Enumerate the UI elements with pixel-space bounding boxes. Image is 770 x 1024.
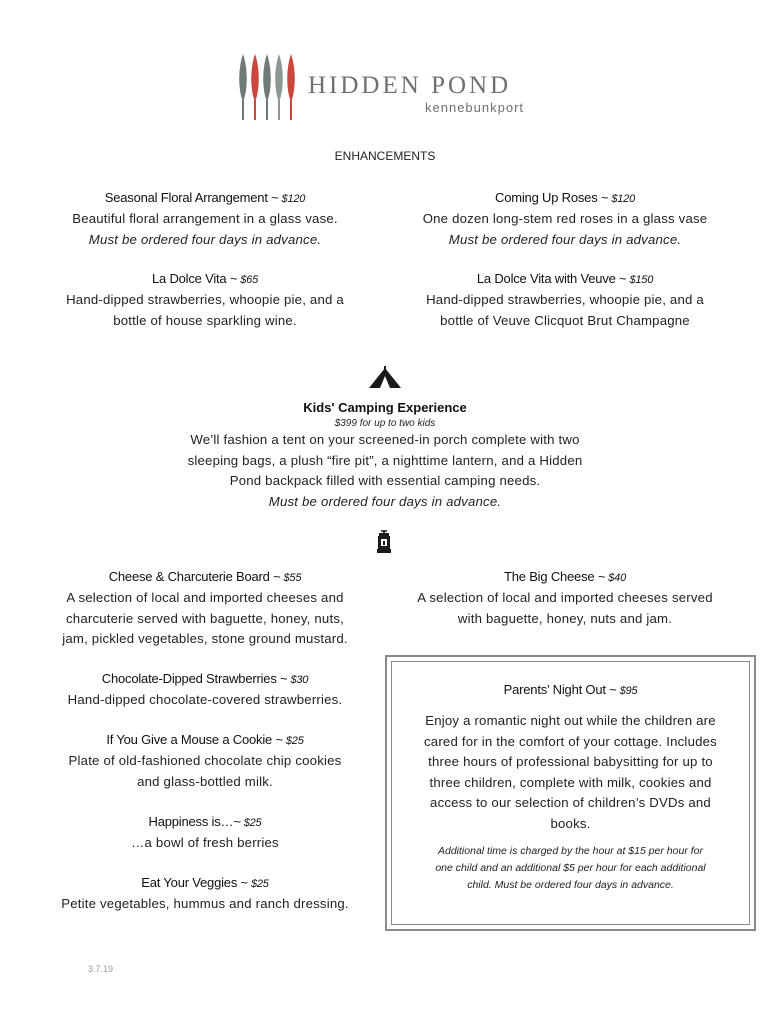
item-price: $95 [619, 685, 638, 697]
item-description: A selection of local and imported cheeses and [66, 590, 344, 605]
item-chocolate-strawberries [30, 669, 380, 711]
kids-price: $399 for up to two kids [334, 418, 436, 429]
item-description: three hours of professional babysitting for up to [428, 754, 713, 769]
item-name: La Dolce Vita ~ [151, 271, 238, 286]
item-name: Eat Your Veggies ~ [141, 875, 248, 890]
kids-description: Pond backpack filled with essential camping needs. [229, 473, 541, 488]
tent-icon [368, 366, 402, 390]
item-description: access to our selection of children’s DVDs and [430, 795, 711, 810]
item-description: Hand-dipped strawberries, whoopie pie, and a [426, 292, 704, 307]
item-description: One dozen long-stem red roses in a glass vase [422, 211, 708, 226]
item-title [390, 269, 740, 290]
item-la-dolce-vita [30, 269, 380, 331]
item-name: Happiness is…~ [148, 814, 241, 829]
item-description: and glass-bottled milk. [137, 773, 273, 789]
oar-blade [287, 54, 295, 102]
item-title [30, 188, 380, 209]
item-note: Must be ordered four days in advance. [88, 231, 322, 247]
item-parents-night-out [387, 680, 754, 894]
item-price: $30 [290, 674, 309, 686]
hidden-pond-logo [235, 50, 545, 122]
item-price: $120 [611, 193, 635, 205]
item-description: Hand-dipped strawberries, whoopie pie, and a [66, 292, 344, 307]
item-coming-up-roses [390, 188, 740, 250]
item-name: La Dolce Vita with Veuve ~ [476, 271, 627, 286]
oar-blade [239, 54, 247, 102]
fine-print: one child and an additional $5 per hour for each additional [435, 862, 706, 874]
logo-name: HIDDEN POND [308, 72, 512, 99]
item-description: bottle of Veuve Clicquot Brut Champagne [440, 312, 690, 328]
item-title [30, 269, 380, 290]
item-cheese-charcuterie [30, 567, 380, 650]
oar-blade [263, 54, 271, 102]
item-note: Must be ordered four days in advance. [448, 231, 682, 247]
fine-print: Additional time is charged by the hour at $15 per hour for [438, 845, 703, 857]
item-price: $25 [243, 817, 262, 829]
item-title [30, 669, 380, 690]
item-description: bottle of house sparkling wine. [113, 312, 297, 328]
item-description: Petite vegetables, hummus and ranch dressing. [61, 896, 349, 911]
kids-description: We’ll fashion a tent on your screened-in porch complete with two [190, 432, 580, 447]
item-description: Plate of old-fashioned chocolate chip cookies [68, 753, 342, 768]
item-name: If You Give a Mouse a Cookie ~ [106, 732, 283, 747]
item-big-cheese [390, 567, 740, 629]
item-price: $25 [285, 735, 304, 747]
item-title [30, 567, 380, 588]
item-price: $120 [281, 193, 306, 205]
item-title [30, 730, 380, 751]
item-description: charcuterie served with baguette, honey, nuts, [66, 610, 344, 626]
item-title [390, 567, 740, 588]
parents-night-out-box [385, 655, 756, 931]
oars-icon [235, 50, 305, 122]
item-mouse-cookie [30, 730, 380, 792]
item-happiness [30, 812, 380, 854]
item-description: cared for in the comfort of your cottage. Includes [424, 733, 717, 749]
kids-camping-experience [120, 400, 650, 512]
item-name: Cheese & Charcuterie Board ~ [108, 569, 281, 584]
item-price: $55 [283, 572, 302, 584]
item-seasonal-floral [30, 188, 380, 250]
item-description: three children, complete with milk, cookies and [429, 774, 712, 790]
item-title [390, 188, 740, 209]
item-name: The Big Cheese ~ [504, 569, 606, 584]
item-description: books. [550, 815, 591, 831]
item-name: Parents’ Night Out ~ [503, 682, 617, 697]
section-title: ENHANCEMENTS [334, 149, 436, 163]
kids-note: Must be ordered four days in advance. [268, 493, 502, 509]
oar-blade [275, 54, 283, 102]
logo-location: kennebunkport [425, 100, 525, 115]
fine-print: child. Must be ordered four days in advance. [467, 879, 674, 891]
oar-blade [251, 54, 259, 102]
item-name: Chocolate-Dipped Strawberries ~ [101, 671, 288, 686]
item-title [30, 812, 380, 833]
lantern-icon [375, 530, 393, 556]
item-title [30, 873, 380, 894]
item-name: Coming Up Roses ~ [495, 190, 609, 205]
item-title [387, 680, 754, 701]
item-description: A selection of local and imported cheeses served [417, 590, 713, 605]
kids-description: sleeping bags, a plush “fire pit”, a nighttime lantern, and a Hidden [187, 452, 583, 468]
item-description: jam, pickled vegetables, stone ground mustard. [62, 631, 348, 646]
item-description: Hand-dipped chocolate-covered strawberries. [67, 692, 343, 707]
item-price: $25 [250, 878, 269, 890]
item-description: …a bowl of fresh berries [131, 835, 279, 850]
item-eat-your-veggies [30, 873, 380, 915]
item-la-dolce-vita-veuve [390, 269, 740, 331]
item-description: Enjoy a romantic night out while the children are [425, 713, 716, 728]
item-name: Seasonal Floral Arrangement ~ [104, 190, 279, 205]
footer-date: 3.7.19 [88, 964, 114, 974]
item-price: $65 [240, 274, 259, 286]
item-description: with baguette, honey, nuts and jam. [457, 610, 673, 626]
item-price: $150 [629, 274, 654, 286]
kids-title: Kids' Camping Experience [303, 400, 467, 415]
item-price: $40 [608, 572, 626, 584]
item-description: Beautiful floral arrangement in a glass vase. [72, 211, 338, 226]
